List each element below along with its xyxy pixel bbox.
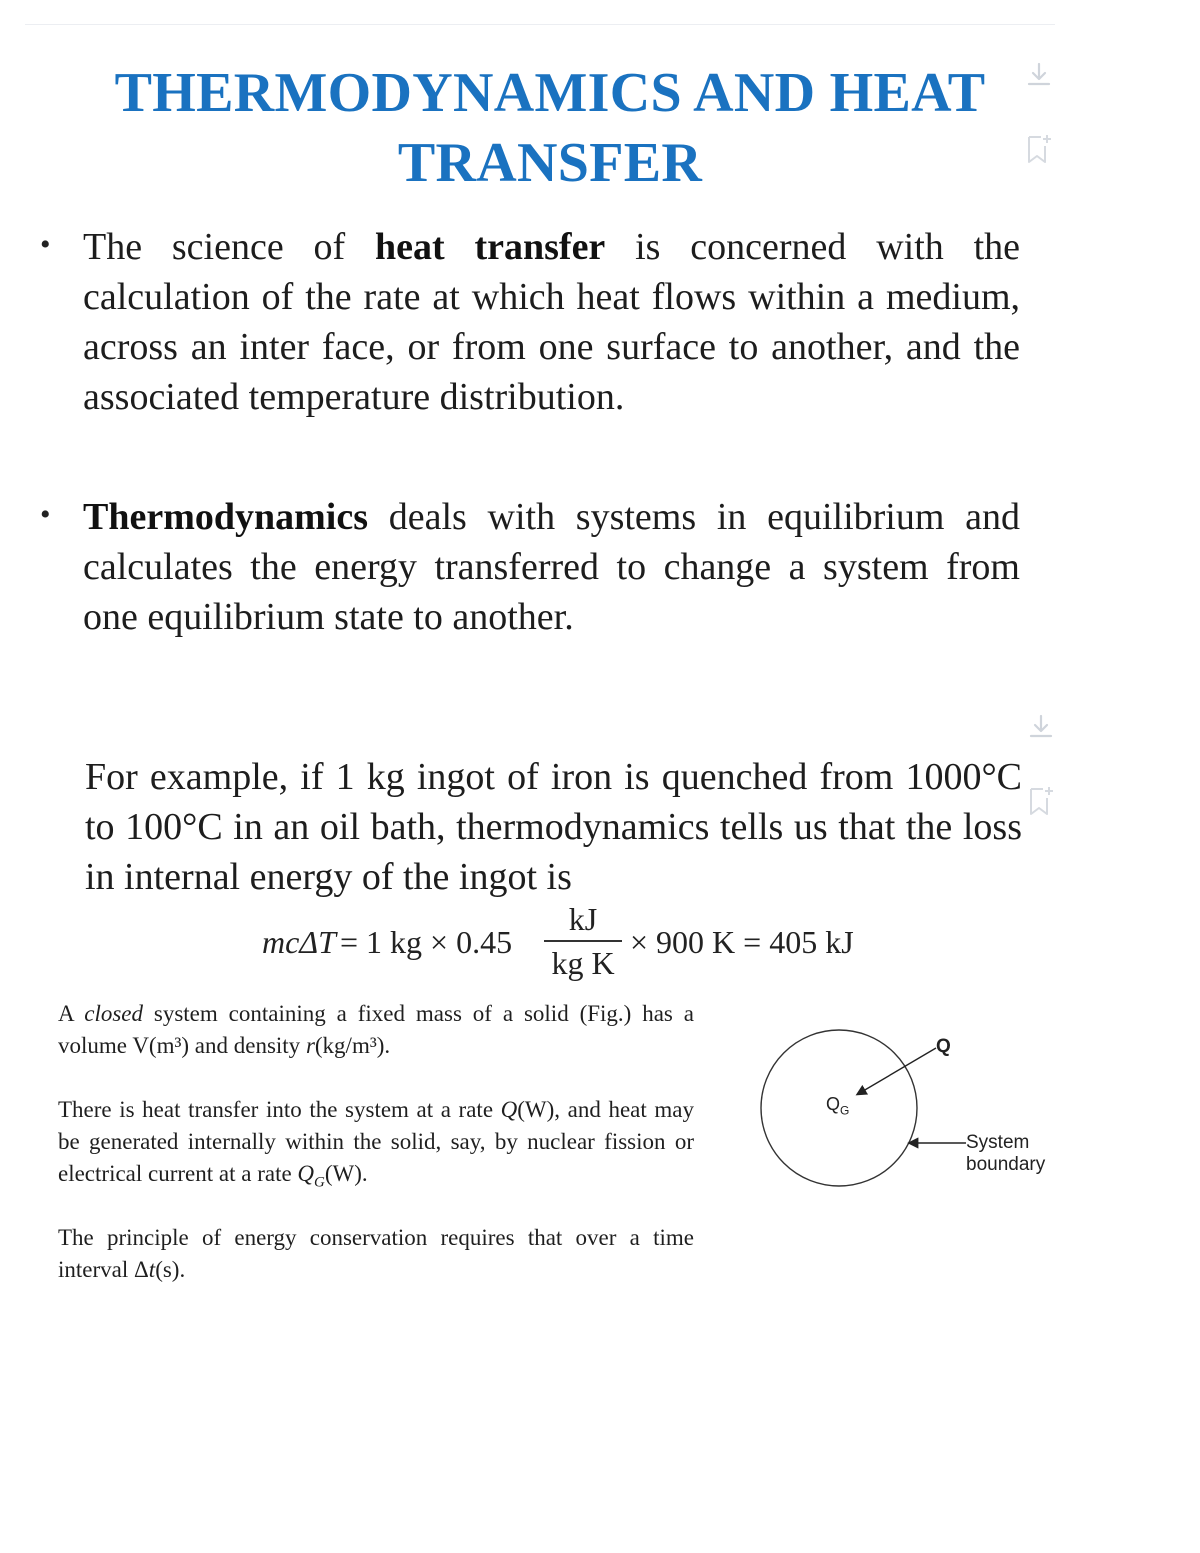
boundary-label-line-1: System [966, 1132, 1030, 1153]
page-title [40, 58, 1060, 198]
p3-text: The principle of energy conservation requires that over a time interval Δ [58, 1225, 694, 1282]
figure-label-q: Q [936, 1036, 951, 1057]
top-divider [25, 24, 1055, 25]
bullet-2-text: deals with systems in equilibrium and calculates the energy transferred to change a system from one equilibrium state to another. [83, 496, 1020, 638]
p3-text: (s). [155, 1257, 186, 1282]
p1-closed: closed [84, 1001, 143, 1026]
fraction-denominator: kg K [551, 945, 615, 981]
bullet-marker: • [40, 498, 51, 531]
p2-text: (W), and heat may be generated internally within the solid, say, by nuclear fission or electrical current at a rate [58, 1097, 694, 1186]
title-line-2: TRANSFER [397, 132, 703, 194]
bullet-marker: • [40, 228, 51, 261]
title-line-1: THERMODYNAMICS AND HEAT [114, 62, 986, 124]
p2-qg-symbol: Q [297, 1161, 315, 1186]
p3-t-symbol: t [148, 1257, 156, 1282]
bullet-heat-transfer [83, 222, 1020, 422]
p2-text: There is heat transfer into the system at a rate [58, 1097, 501, 1122]
energy-conservation-paragraph [58, 1222, 694, 1286]
system-boundary-figure [740, 1010, 1060, 1210]
p1-text: A [58, 1001, 85, 1026]
equation-fraction [544, 900, 622, 982]
equation-middle: = 1 kg × 0.45 [340, 924, 513, 960]
bookmark-add-icon[interactable] [1024, 132, 1054, 166]
download-icon[interactable] [1026, 712, 1056, 742]
bookmark-add-icon[interactable] [1026, 784, 1056, 818]
qg-letter: Q [826, 1094, 841, 1114]
p1-text: system containing a fixed mass of a solid (Fig.) has a volume V(m³) and density [58, 1001, 694, 1058]
download-icon[interactable] [1024, 60, 1054, 90]
bullet-thermodynamics [83, 492, 1020, 642]
p1-text: (kg/m³). [314, 1033, 391, 1058]
bullet-2-bold: Thermodynamics [83, 496, 368, 538]
closed-system-paragraph [58, 998, 694, 1062]
qg-subscript: G [840, 1103, 850, 1118]
bullet-1-text: is concerned with the calculation of the rate at which heat flows within a medium, across an inter face, or from one surface to another, and the associated temperature distribution. [83, 226, 1021, 418]
p2-text: (W). [324, 1161, 368, 1186]
equation-rhs: × 900 K = 405 kJ [630, 924, 854, 960]
figure-label-boundary [966, 1132, 1045, 1176]
p1-density-symbol: r [305, 1033, 315, 1058]
equation-lhs: mcΔT [262, 924, 336, 960]
fraction-numerator: kJ [568, 901, 598, 937]
energy-equation [262, 900, 882, 984]
boundary-label-line-2: boundary [966, 1154, 1046, 1175]
bullet-1-intro: The science of [83, 226, 375, 268]
figure-label-qg [826, 1094, 849, 1118]
p2-qg-subscript: G [314, 1174, 325, 1191]
heat-rate-paragraph [58, 1094, 694, 1199]
example-paragraph: For example, if 1 kg ingot of iron is quenched from 1000°C to 100°C in an oil bath, thermodynamics tells us that the loss in internal energy of the ingot is [85, 756, 1022, 898]
bullet-1-bold: heat transfer [375, 226, 606, 268]
fraction-bar [544, 940, 622, 942]
p2-q-symbol: Q [500, 1097, 518, 1122]
